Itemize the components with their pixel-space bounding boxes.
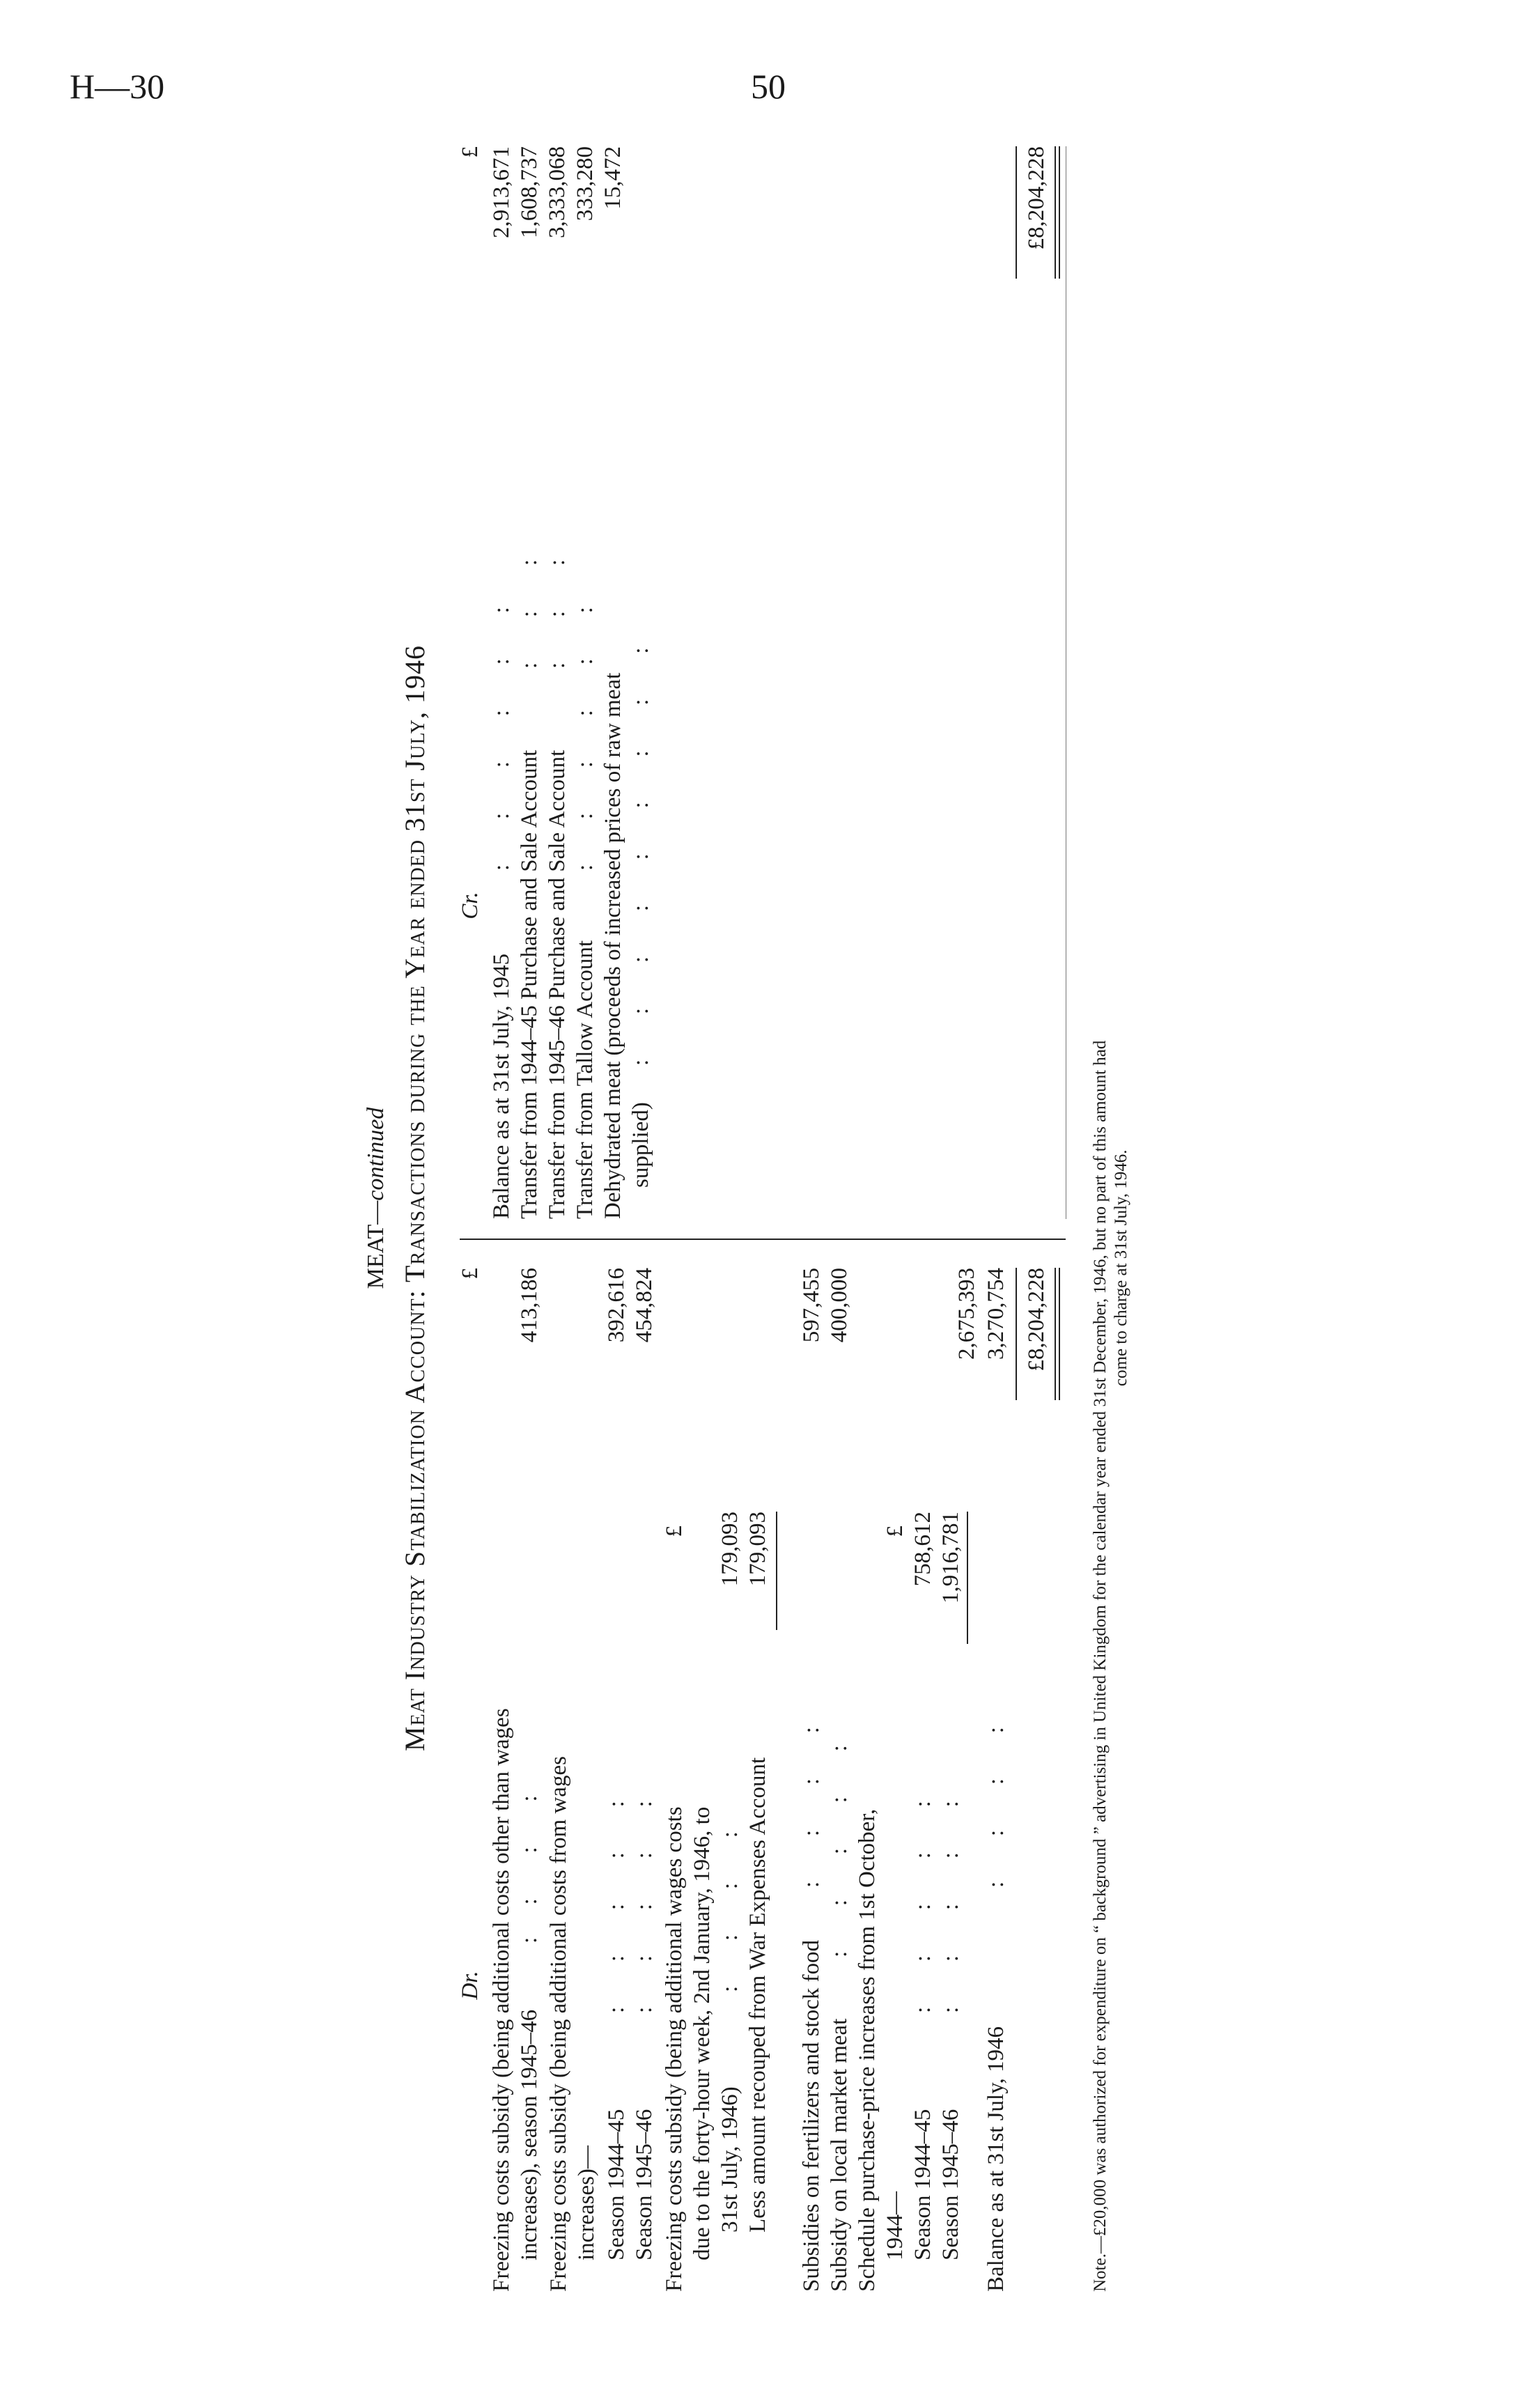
credit-amount: 3,333,068 — [545, 146, 570, 238]
credit-line: Transfer from 1945–46 Purchase and Sale Account — [545, 750, 570, 1219]
leader-dots: : : : : — [517, 1788, 542, 1943]
credit-amount: 1,608,737 — [517, 146, 542, 238]
debit-line: Season 1945–46 — [632, 2109, 657, 2260]
debit-line: Subsidy on local market meat — [827, 2018, 852, 2292]
debit-currency: £ — [458, 1268, 483, 1280]
debit-line: Season 1944–45 — [910, 2109, 935, 2260]
credit-line: Transfer from 1944–45 Purchase and Sale Account — [517, 750, 542, 1219]
debit-total-underline — [1055, 1268, 1056, 1400]
debit-line: Freezing costs subsidy (being additional wages costs — [662, 1806, 687, 2292]
debit-heading: Dr. — [458, 1971, 483, 2000]
leader-dots: : : : — [545, 552, 570, 669]
mid-currency: £ — [882, 1526, 908, 1537]
leader-dots: : : : : : — [910, 1794, 935, 2013]
credit-amount: 2,913,671 — [489, 146, 514, 238]
leader-dots: : : : : — [983, 1720, 1009, 1888]
debit-amount: 597,455 — [799, 1268, 824, 1343]
debit-line: due to the forty-hour week, 2nd January, 1946, to — [690, 1806, 715, 2260]
debit-line: Less amount recouped from War Expenses Account — [745, 1757, 770, 2233]
page-code: H—30 — [70, 67, 165, 106]
debit-line: Freezing costs subsidy (being additional costs from wages — [546, 1756, 571, 2292]
note-line: Note.—£20,000 was authorized for expenditure on “ background ” advertising in United Kingdom for the calendar year ended 31st December, 1946, but no part of this amount had — [1091, 1040, 1110, 2292]
debit-line: 1944— — [882, 2191, 908, 2260]
column-divider — [460, 1239, 1066, 1240]
account-title: Meat Industry Stabilization Account: Transactions during the Year ended 31st July, 1946 — [399, 645, 430, 1751]
leader-dots: : : : — [517, 552, 542, 669]
debit-line: Freezing costs subsidy (being additional costs other than wages — [489, 1708, 514, 2292]
credit-line: Dehydrated meat (proceeds of increased prices of raw meat — [600, 672, 625, 1219]
debit-line: Subsidies on fertilizers and stock food — [799, 1940, 824, 2292]
debit-line: Balance as at 31st July, 1946 — [983, 2026, 1009, 2292]
inner-amount: 179,093 — [717, 1512, 742, 1587]
leader-dots: : : : : : : — [489, 600, 514, 871]
credit-amount: 15,472 — [600, 146, 625, 210]
debit-line: 31st July, 1946) — [717, 2086, 742, 2233]
debit-line: Season 1944–45 — [604, 2109, 629, 2260]
debit-total-rule — [1016, 1268, 1017, 1400]
credit-line: Balance as at 31st July, 1945 — [489, 954, 514, 1219]
debit-amount: 413,186 — [517, 1268, 542, 1343]
mid-rule — [967, 1512, 968, 1644]
credit-heading: Cr. — [458, 892, 483, 919]
credit-currency: £ — [458, 146, 483, 158]
leader-dots: : : : : — [717, 1824, 742, 1992]
leader-dots: : : : : — [799, 1720, 824, 1888]
mid-amount: 1,916,781 — [938, 1512, 963, 1604]
rotated-account-page — [362, 104, 1449, 2292]
leader-dots: : : : : : — [632, 1794, 657, 2013]
credit-line: Transfer from Tallow Account — [573, 940, 598, 1219]
debit-amount: 3,270,754 — [983, 1268, 1009, 1360]
debit-line: Season 1945–46 — [938, 2109, 963, 2260]
inner-currency: £ — [662, 1526, 687, 1537]
debit-total: £8,204,228 — [1024, 1268, 1049, 1372]
debit-amount: 400,000 — [827, 1268, 852, 1343]
note-line: come to charge at 31st July, 1946. — [1112, 1149, 1130, 1386]
section-title: MEAT—continued — [363, 1107, 389, 1289]
leader-dots: : : : : : — [827, 1738, 852, 1957]
inner-rule — [776, 1512, 777, 1630]
mid-amount: 758,612 — [910, 1512, 935, 1587]
leader-dots: : : : : : : — [573, 600, 598, 871]
inner-amount: 179,093 — [745, 1512, 770, 1587]
leader-dots: : : : : : — [604, 1794, 629, 2013]
debit-line: increases), season 1945–46 — [517, 2009, 542, 2260]
credit-total-underline — [1055, 146, 1056, 279]
debit-amount: 392,616 — [604, 1268, 629, 1343]
credit-amount: 333,280 — [573, 146, 598, 222]
debit-line: increases)— — [574, 2145, 599, 2260]
debit-amount: 2,675,393 — [954, 1268, 979, 1360]
credit-total-rule — [1016, 146, 1017, 279]
credit-total-underline — [1059, 146, 1060, 279]
debit-total-underline — [1059, 1268, 1060, 1400]
credit-line: supplied) — [628, 1102, 653, 1188]
page-number: 50 — [751, 67, 786, 106]
debit-line: Schedule purchase-price increases from 1st October, — [855, 1808, 880, 2292]
credit-total: £8,204,228 — [1024, 146, 1049, 250]
debit-amount: 454,824 — [632, 1268, 657, 1343]
leader-dots: : : : : : — [938, 1794, 963, 2013]
leader-dots: : : : : : : : : : — [628, 640, 653, 1066]
